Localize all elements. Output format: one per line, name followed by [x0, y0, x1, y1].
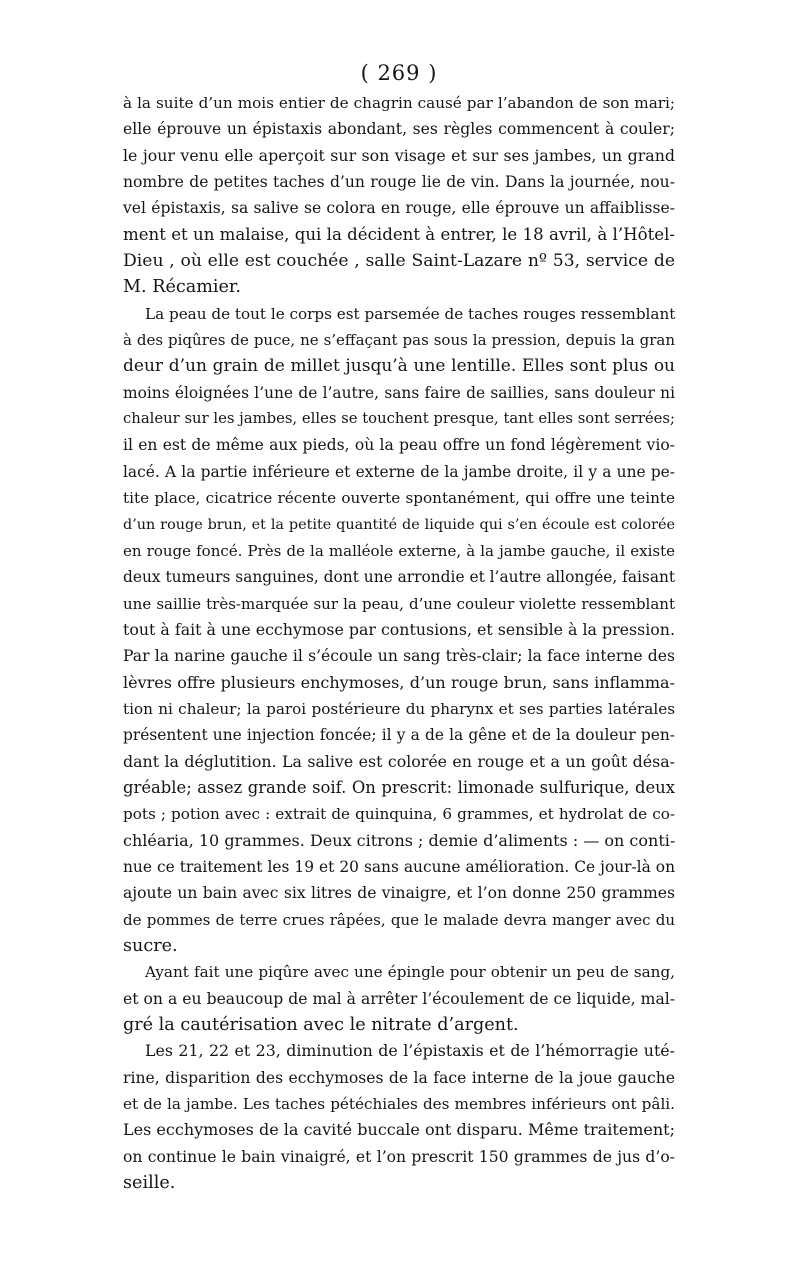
text-line: une saillie très-marquée sur la peau, d’une couleur violette ressemblant: [123, 594, 675, 613]
text-line: il en est de même aux pieds, où la peau offre un fond légèrement vio-: [123, 436, 675, 455]
text-line: on continue le bain vinaigré, et l’on prescrit 150 grammes de jus d’o-: [123, 1147, 675, 1166]
text-line: nue ce traitement les 19 et 20 sans aucune amélioration. Ce jour-là on: [123, 857, 675, 876]
text-line: moins éloignées l’une de l’autre, sans faire de saillies, sans douleur ni: [123, 383, 675, 402]
text-line: ajoute un bain avec six litres de vinaigre, et l’on donne 250 grammes: [123, 884, 675, 903]
text-line: dant la déglutition. La salive est colorée en rouge et a un goût désa-: [123, 751, 675, 771]
text-line: vel épistaxis, sa salive se colora en rouge, elle éprouve un affaiblisse-: [123, 199, 675, 218]
text-line: Les ecchymoses de la cavité buccale ont disparu. Même traitement;: [123, 1120, 675, 1140]
text-line: en rouge foncé. Près de la malléole externe, à la jambe gauche, il existe: [123, 541, 675, 560]
paragraph: [123, 301, 675, 960]
text-line: M. Récamier.: [123, 277, 241, 298]
text-line: lèvres offre plusieurs enchymoses, d’un rouge brun, sans inflamma-: [123, 672, 675, 692]
text-line: rine, disparition des ecchymoses de la face interne de la joue gauche: [123, 1068, 675, 1087]
body-text: [123, 90, 675, 1196]
text-line: ment et un malaise, qui la décident à entrer, le 18 avril, à l’Hôtel-: [123, 224, 675, 244]
text-line: gré la cautérisation avec le nitrate d’argent.: [123, 1015, 519, 1036]
text-line: nombre de petites taches d’un rouge lie de vin. Dans la journée, nou-: [123, 173, 675, 192]
text-line: Les 21, 22 et 23, diminution de l’épistaxis et de l’hémorragie uté-: [145, 1041, 675, 1061]
paragraph: [123, 1038, 675, 1196]
text-line: elle éprouve un épistaxis abondant, ses règles commencent à couler;: [123, 120, 675, 139]
text-line: pots ; potion avec : extrait de quinquina, 6 grammes, et hydrolat de co-: [123, 805, 675, 824]
text-line: sucre.: [123, 936, 178, 956]
text-line: tion ni chaleur; la paroi postérieure du pharynx et ses parties latérales: [123, 699, 675, 718]
text-line: chaleur sur les jambes, elles se touchent presque, tant elles sont serrées;: [123, 410, 675, 428]
text-line: et on a eu beaucoup de mal à arrêter l’écoulement de ce liquide, mal-: [123, 989, 675, 1008]
text-line: seille.: [123, 1173, 176, 1194]
text-line: Ayant fait une piqûre avec une épingle pour obtenir un peu de sang,: [145, 963, 675, 982]
text-line: présentent une injection foncée; il y a de la gêne et de la douleur pen-: [123, 726, 675, 745]
text-line: à des piqûres de puce, ne s’effaçant pas sous la pression, depuis la gran: [123, 331, 675, 350]
text-line: de pommes de terre crues râpées, que le malade devra manger avec du: [123, 910, 675, 929]
text-line: deur d’un grain de millet jusqu’à une lentille. Elles sont plus ou: [123, 356, 675, 377]
page-number: ( 269 ): [360, 61, 438, 85]
text-line: La peau de tout le corps est parsemée de taches rouges ressemblant: [145, 304, 676, 323]
text-line: chléaria, 10 grammes. Deux citrons ; demie d’aliments : — on conti-: [123, 830, 676, 850]
paragraph: [123, 959, 675, 1038]
text-line: tout à fait à une ecchymose par contusions, et sensible à la pression.: [123, 619, 675, 639]
text-line: Dieu , où elle est couchée , salle Saint-Lazare nº 53, service de: [123, 251, 675, 272]
text-line: gréable; assez grande soif. On prescrit: limonade sulfurique, deux: [123, 777, 675, 797]
text-line: lacé. A la partie inférieure et externe de la jambe droite, il y a une pe-: [123, 462, 675, 481]
text-line: et de la jambe. Les taches pétéchiales des membres inférieurs ont pâli.: [123, 1095, 675, 1114]
text-line: Par la narine gauche il s’écoule un sang très-clair; la face interne des: [123, 647, 675, 666]
text-line: tite place, cicatrice récente ouverte spontanément, qui offre une teinte: [123, 489, 675, 508]
paragraph: [123, 90, 675, 301]
book-page: [123, 58, 675, 1196]
text-line: d’un rouge brun, et la petite quantité de liquide qui s’en écoule est colorée: [123, 516, 675, 533]
text-line: à la suite d’un mois entier de chagrin causé par l’abandon de son mari;: [123, 94, 675, 112]
text-line: le jour venu elle aperçoit sur son visage et sur ses jambes, un grand: [123, 145, 675, 165]
text-line: deux tumeurs sanguines, dont une arrondie et l’autre allongée, faisant: [123, 568, 676, 587]
